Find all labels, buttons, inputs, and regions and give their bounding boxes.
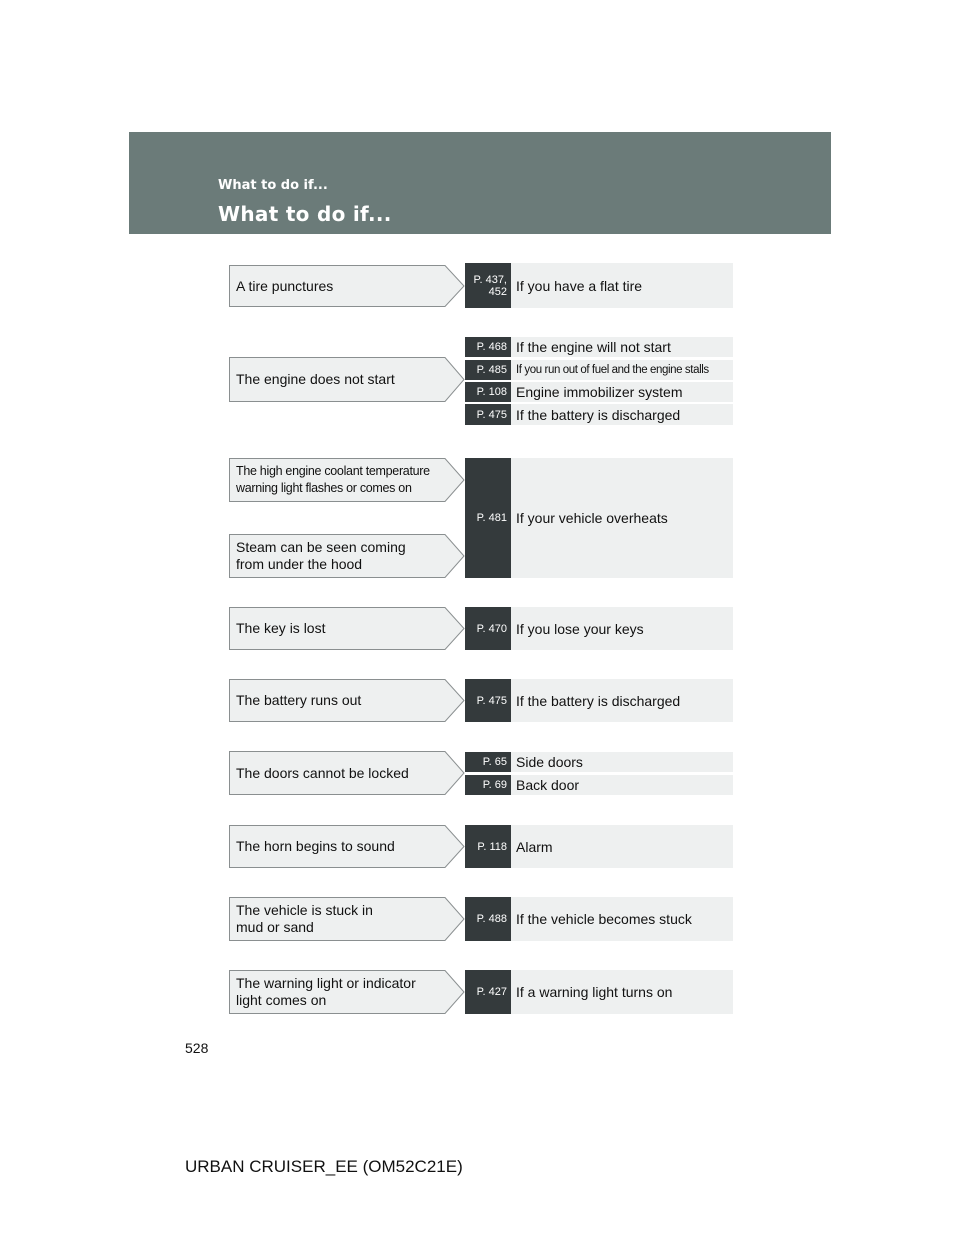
reference-row[interactable] — [465, 970, 733, 1014]
section-title: What to do if... — [218, 178, 328, 193]
page-reference: P. 65 — [465, 752, 511, 772]
page-reference: P. 475 — [465, 404, 511, 425]
page-reference: P. 470 — [465, 607, 511, 650]
reference-title: If you have a flat tire — [516, 277, 643, 294]
reference-row[interactable] — [465, 404, 733, 425]
reference-row[interactable] — [465, 337, 733, 357]
condition-label: A tire punctures — [236, 277, 334, 294]
section-header — [129, 132, 831, 234]
condition-warning-light — [229, 970, 465, 1014]
reference-title: If your vehicle overheats — [516, 510, 668, 526]
condition-vehicle-stuck — [229, 897, 465, 941]
condition-tire-punctures — [229, 265, 465, 307]
page-reference: P. 437, 452 — [465, 263, 511, 308]
condition-label: The battery runs out — [236, 692, 362, 708]
page-reference: P. 481 — [465, 458, 511, 578]
condition-coolant-warning — [229, 458, 465, 502]
condition-label: The warning light or indicator light comes on — [236, 975, 416, 1008]
document-footer: URBAN CRUISER_EE (OM52C21E) — [185, 1157, 463, 1176]
condition-label: Steam can be seen coming from under the hood — [236, 539, 406, 572]
reference-title: If the engine will not start — [516, 339, 671, 355]
reference-row[interactable] — [465, 825, 733, 868]
condition-steam-hood — [229, 534, 465, 578]
reference-title: Side doors — [516, 754, 583, 770]
reference-row[interactable] — [465, 679, 733, 722]
condition-label: The key is lost — [236, 620, 326, 636]
page-reference: P. 108 — [465, 382, 511, 402]
page-reference: P. 118 — [465, 825, 511, 868]
page-reference: P. 468 — [465, 337, 511, 357]
reference-title: Engine immobilizer system — [516, 384, 683, 400]
page-reference: P. 475 — [465, 679, 511, 722]
reference-title: If you run out of fuel and the engine stalls — [516, 364, 709, 376]
condition-label: The doors cannot be locked — [236, 764, 409, 781]
reference-title: If you lose your keys — [516, 620, 644, 637]
reference-row[interactable] — [465, 458, 733, 578]
reference-title: If a warning light turns on — [516, 984, 673, 1000]
page-number: 528 — [185, 1040, 209, 1056]
page-reference: P. 485 — [465, 360, 511, 380]
condition-label: The high engine coolant temperature warning light flashes or comes on — [236, 464, 430, 495]
reference-row[interactable] — [465, 607, 733, 650]
reference-title: Back door — [516, 777, 580, 793]
condition-label: The vehicle is stuck in mud or sand — [236, 902, 373, 935]
reference-title: If the battery is discharged — [516, 406, 681, 423]
condition-engine-not-start — [229, 357, 465, 402]
reference-title: If the battery is discharged — [516, 692, 681, 709]
page-title: What to do if... — [218, 202, 392, 226]
reference-row[interactable] — [465, 263, 733, 308]
reference-row[interactable] — [465, 775, 733, 795]
reference-title: Alarm — [516, 838, 553, 855]
reference-row[interactable] — [465, 382, 733, 402]
page-reference: P. 427 — [465, 970, 511, 1014]
page-reference: P. 488 — [465, 897, 511, 941]
condition-key-lost — [229, 607, 465, 650]
reference-title: If the vehicle becomes stuck — [516, 911, 692, 927]
condition-doors-not-lock — [229, 751, 465, 795]
condition-label: The horn begins to sound — [236, 838, 395, 854]
reference-row[interactable] — [465, 360, 733, 380]
condition-horn-sounds — [229, 825, 465, 868]
page-reference: P. 69 — [465, 775, 511, 795]
reference-row[interactable] — [465, 897, 733, 941]
condition-battery-runs-out — [229, 679, 465, 722]
reference-row[interactable] — [465, 752, 733, 772]
condition-label: The engine does not start — [236, 371, 395, 387]
